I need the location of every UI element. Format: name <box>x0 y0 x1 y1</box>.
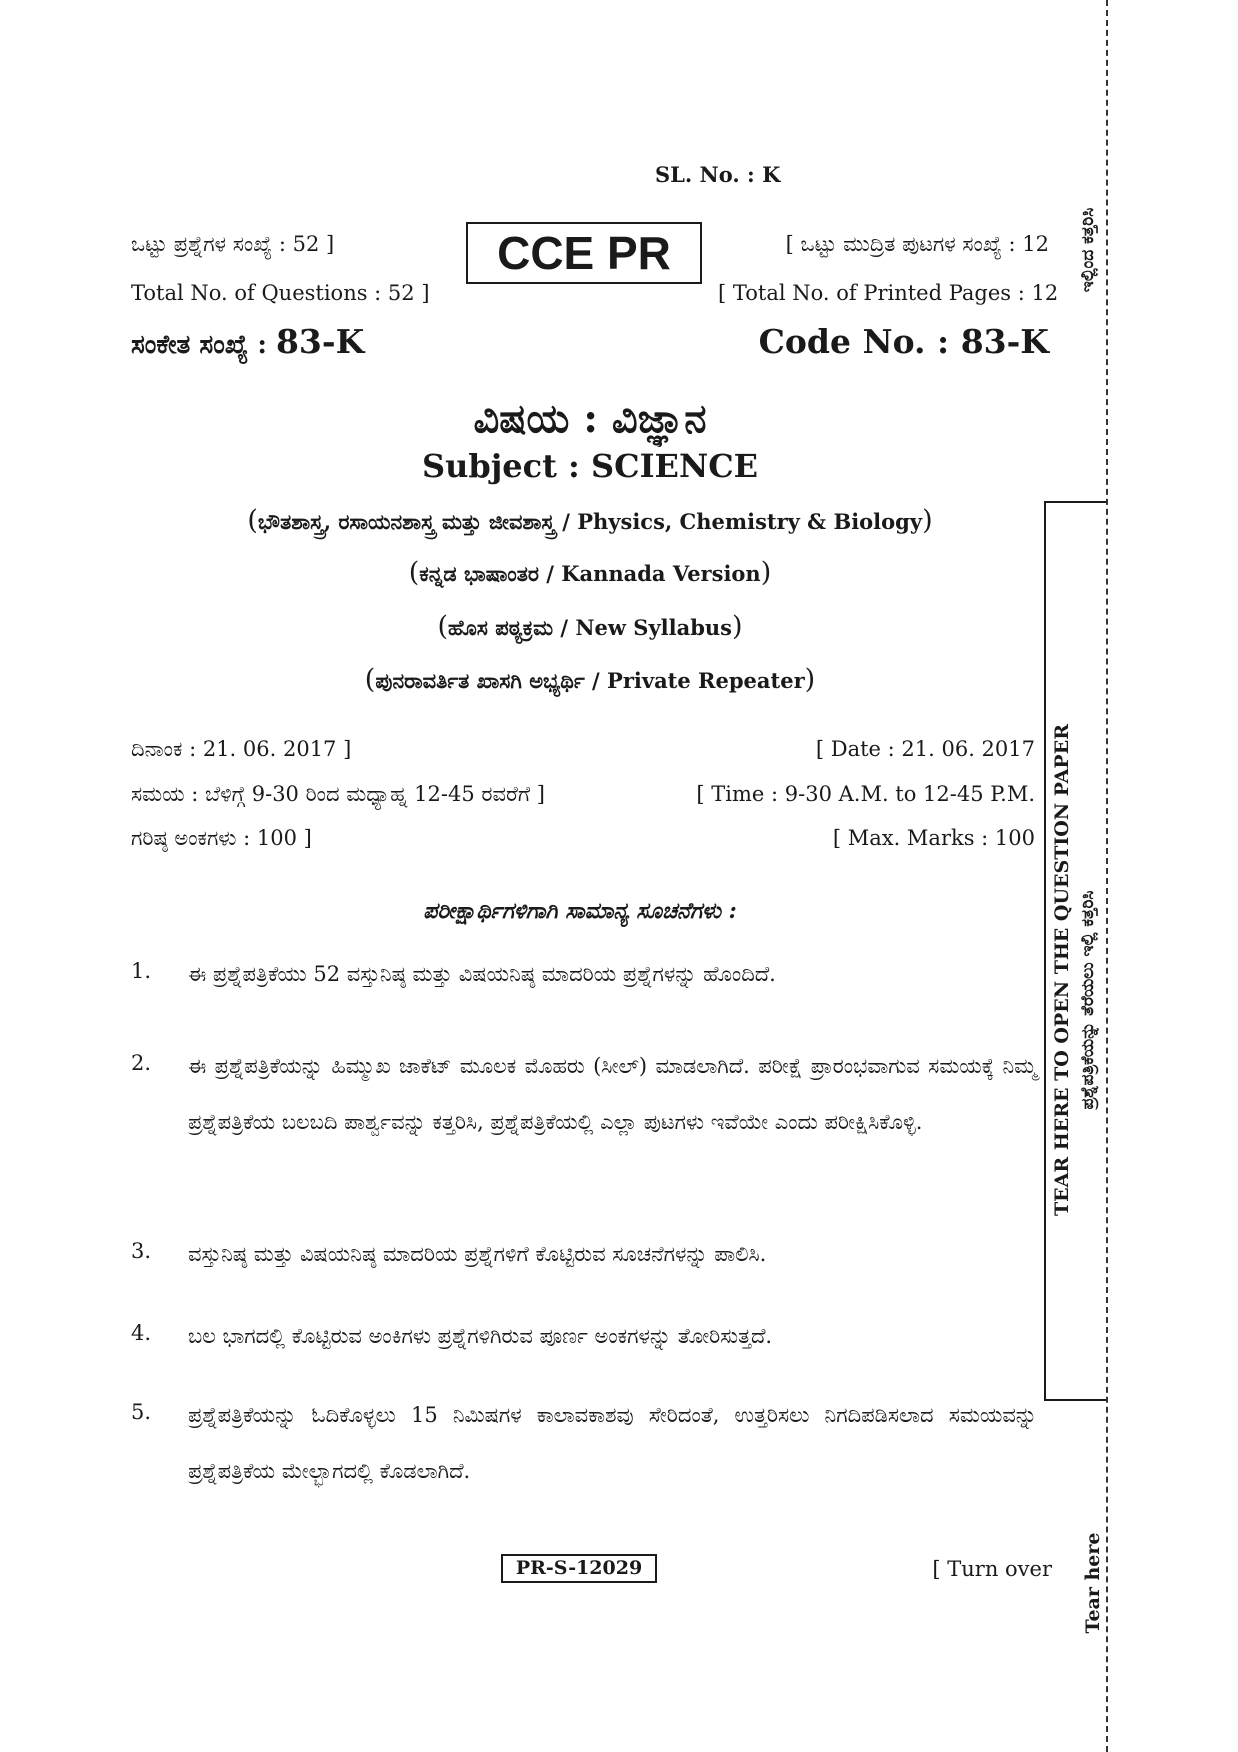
cut-here-kannada-top: ಇಲ್ಲಿಂದ ಕತ್ತರಿಸಿ <box>1078 207 1098 293</box>
instruction-text: ಬಲ ಭಾಗದಲ್ಲಿ ಕೊಟ್ಟಿರುವ ಅಂಕಿಗಳು ಪ್ರಶ್ನೆಗಳಿಗಿರುವ ಪೂರ್ಣ ಅಂಕಗಳನ್ನು ತೋರಿಸುತ್ತದೆ. <box>188 1324 773 1348</box>
code-label-kannada: ಸಂಕೇತ ಸಂಖ್ಯೆ : <box>131 330 276 360</box>
instruction-text: ಪ್ರಶ್ನೆಪತ್ರಿಕೆಯನ್ನು ಓದಿಕೊಳ್ಳಲು 15 ನಿಮಿಷಗಳ ಕಾಲಾವಕಾಶವು ಸೇರಿದಂತೆ, ಉತ್ತರಿಸಲು ನಿಗದಿಪಡಿಸಲಾದ ಸಮಯವನ್ನು ಪ್ರಶ್ನೆಪತ್ರಿಕೆಯ ಮೇಲ್ಭಾಗದಲ್ಲಿ ಕೊಡಲಾಗಿದೆ. <box>188 1403 1037 1483</box>
date-english: [ Date : 21. 06. 2017 <box>815 737 1035 761</box>
code-number-kannada <box>131 322 364 361</box>
tear-here-label: Tear here <box>1082 1532 1104 1634</box>
subline-text: ಪುನರಾವರ್ತಿತ ಖಾಸಗಿ ಅಭ್ಯರ್ಥಿ / Private Repeater <box>375 668 805 693</box>
instruction-number: 1. <box>131 959 152 983</box>
instruction-number: 2. <box>131 1051 152 1075</box>
instruction-number: 5. <box>131 1400 152 1424</box>
subject-subline: (ಹೊಸ ಪಠ್ಯಕ್ರಮ / New Syllabus) <box>437 611 743 642</box>
total-questions-kannada: ಒಟ್ಟು ಪ್ರಶ್ನೆಗಳ ಸಂಖ್ಯೆ : 52 ] <box>131 232 335 256</box>
subject-subline: (ಭೌತಶಾಸ್ತ್ರ, ರಸಾಯನಶಾಸ್ತ್ರ ಮತ್ತು ಜೀವಶಾಸ್ತ್ರ / Physics, Chemistry & Biology) <box>247 505 933 536</box>
subject-label: Subject : <box>421 447 591 485</box>
turn-over-note: [ Turn over <box>932 1557 1052 1581</box>
subject-subline: (ಕನ್ನಡ ಭಾಷಾಂತರ / Kannada Version) <box>408 557 772 588</box>
subline-text: ಕನ್ನಡ ಭಾಷಾಂತರ / Kannada Version <box>419 561 761 586</box>
code-label-english: Code No. : <box>758 322 961 361</box>
time-english: [ Time : 9-30 A.M. to 12-45 P.M. <box>696 782 1035 806</box>
total-questions-english: Total No. of Questions : 52 ] <box>131 281 430 305</box>
max-marks-english: [ Max. Marks : 100 <box>832 826 1035 850</box>
instruction-number: 4. <box>131 1321 152 1345</box>
tear-dashed-line <box>1106 0 1108 1752</box>
exam-type-box: CCE PR <box>466 222 702 284</box>
instruction-number: 3. <box>131 1239 152 1263</box>
instruction-text: ಈ ಪ್ರಶ್ನೆಪತ್ರಿಕೆಯನ್ನು ಹಿಮ್ಮುಖ ಜಾಕೆಟ್ ಮೂಲಕ ಮೊಹರು (ಸೀಲ್) ಮಾಡಲಾಗಿದೆ. ಪರೀಕ್ಷೆ ಪ್ರಾರಂಭವಾಗುವ ಸಮಯಕ್ಕೆ ನಿಮ್ಮ ಪ್ರಶ್ನೆಪತ್ರಿಕೆಯ ಬಲಬದಿ ಪಾರ್ಶ್ವವನ್ನು ಕತ್ತರಿಸಿ, ಪ್ರಶ್ನೆಪತ್ರಿಕೆಯಲ್ಲಿ ಎಲ್ಲಾ ಪುಟಗಳು ಇವೆಯೇ ಎಂದು ಪರೀಕ್ಷಿಸಿಕೊಳ್ಳಿ. <box>188 1054 1037 1134</box>
subline-text: ಭೌತಶಾಸ್ತ್ರ, ರಸಾಯನಶಾಸ್ತ್ರ ಮತ್ತು ಜೀವಶಾಸ್ತ್ರ / Physics, Chemistry & Biology <box>257 509 923 534</box>
time-kannada: ಸಮಯ : ಬೆಳಿಗ್ಗೆ 9-30 ರಿಂದ ಮಧ್ಯಾಹ್ನ 12-45 ರವರೆಗೆ ] <box>131 782 545 806</box>
code-value-kannada: 83-K <box>275 322 365 361</box>
tear-here-instruction-english: TEAR HERE TO OPEN THE QUESTION PAPER <box>1051 724 1073 1216</box>
subject-kannada: ವಿಷಯ : ವಿಜ್ಞಾನ <box>473 395 707 442</box>
instruction-text: ಈ ಪ್ರಶ್ನೆಪತ್ರಿಕೆಯು 52 ವಸ್ತುನಿಷ್ಠ ಮತ್ತು ವಿಷಯನಿಷ್ಠ ಮಾದರಿಯ ಪ್ರಶ್ನೆಗಳನ್ನು ಹೊಂದಿದೆ. <box>188 962 776 986</box>
instructions-title: ಪರೀಕ್ಷಾರ್ಥಿಗಳಿಗಾಗಿ ಸಾಮಾನ್ಯ ಸೂಚನೆಗಳು : <box>423 898 737 924</box>
date-kannada: ದಿನಾಂಕ : 21. 06. 2017 ] <box>131 737 352 761</box>
code-value-english: 83-K <box>960 322 1049 361</box>
subject-english <box>0 447 1180 485</box>
instruction-text: ವಸ್ತುನಿಷ್ಠ ಮತ್ತು ವಿಷಯನಿಷ್ಠ ಮಾದರಿಯ ಪ್ರಶ್ನೆಗಳಿಗೆ ಕೊಟ್ಟಿರುವ ಸೂಚನೆಗಳನ್ನು ಪಾಲಿಸಿ. <box>188 1242 767 1266</box>
printed-pages-english: [ Total No. of Printed Pages : 12 <box>718 281 1059 305</box>
serial-number: SL. No. : K <box>655 162 781 187</box>
printed-pages-kannada: [ ಒಟ್ಟು ಮುದ್ರಿತ ಪುಟಗಳ ಸಂಖ್ಯೆ : 12 <box>785 232 1049 256</box>
tear-here-instruction-kannada: ಪ್ರಶ್ನೆಪತ್ರಿಕೆಯನ್ನು ತೆರೆಯಲು ಇಲ್ಲಿ ಕತ್ತರಿಸಿ <box>1078 890 1098 1110</box>
paper-code-box: PR-S-12029 <box>501 1554 657 1583</box>
max-marks-kannada: ಗರಿಷ್ಠ ಅಂಕಗಳು : 100 ] <box>131 826 312 850</box>
subject-value: SCIENCE <box>591 447 759 485</box>
subline-text: ಹೊಸ ಪಠ್ಯಕ್ರಮ / New Syllabus <box>448 615 732 640</box>
code-number-english <box>700 322 1049 361</box>
subject-subline: (ಪುನರಾವರ್ತಿತ ಖಾಸಗಿ ಅಭ್ಯರ್ಥಿ / Private Repeater) <box>364 664 816 695</box>
